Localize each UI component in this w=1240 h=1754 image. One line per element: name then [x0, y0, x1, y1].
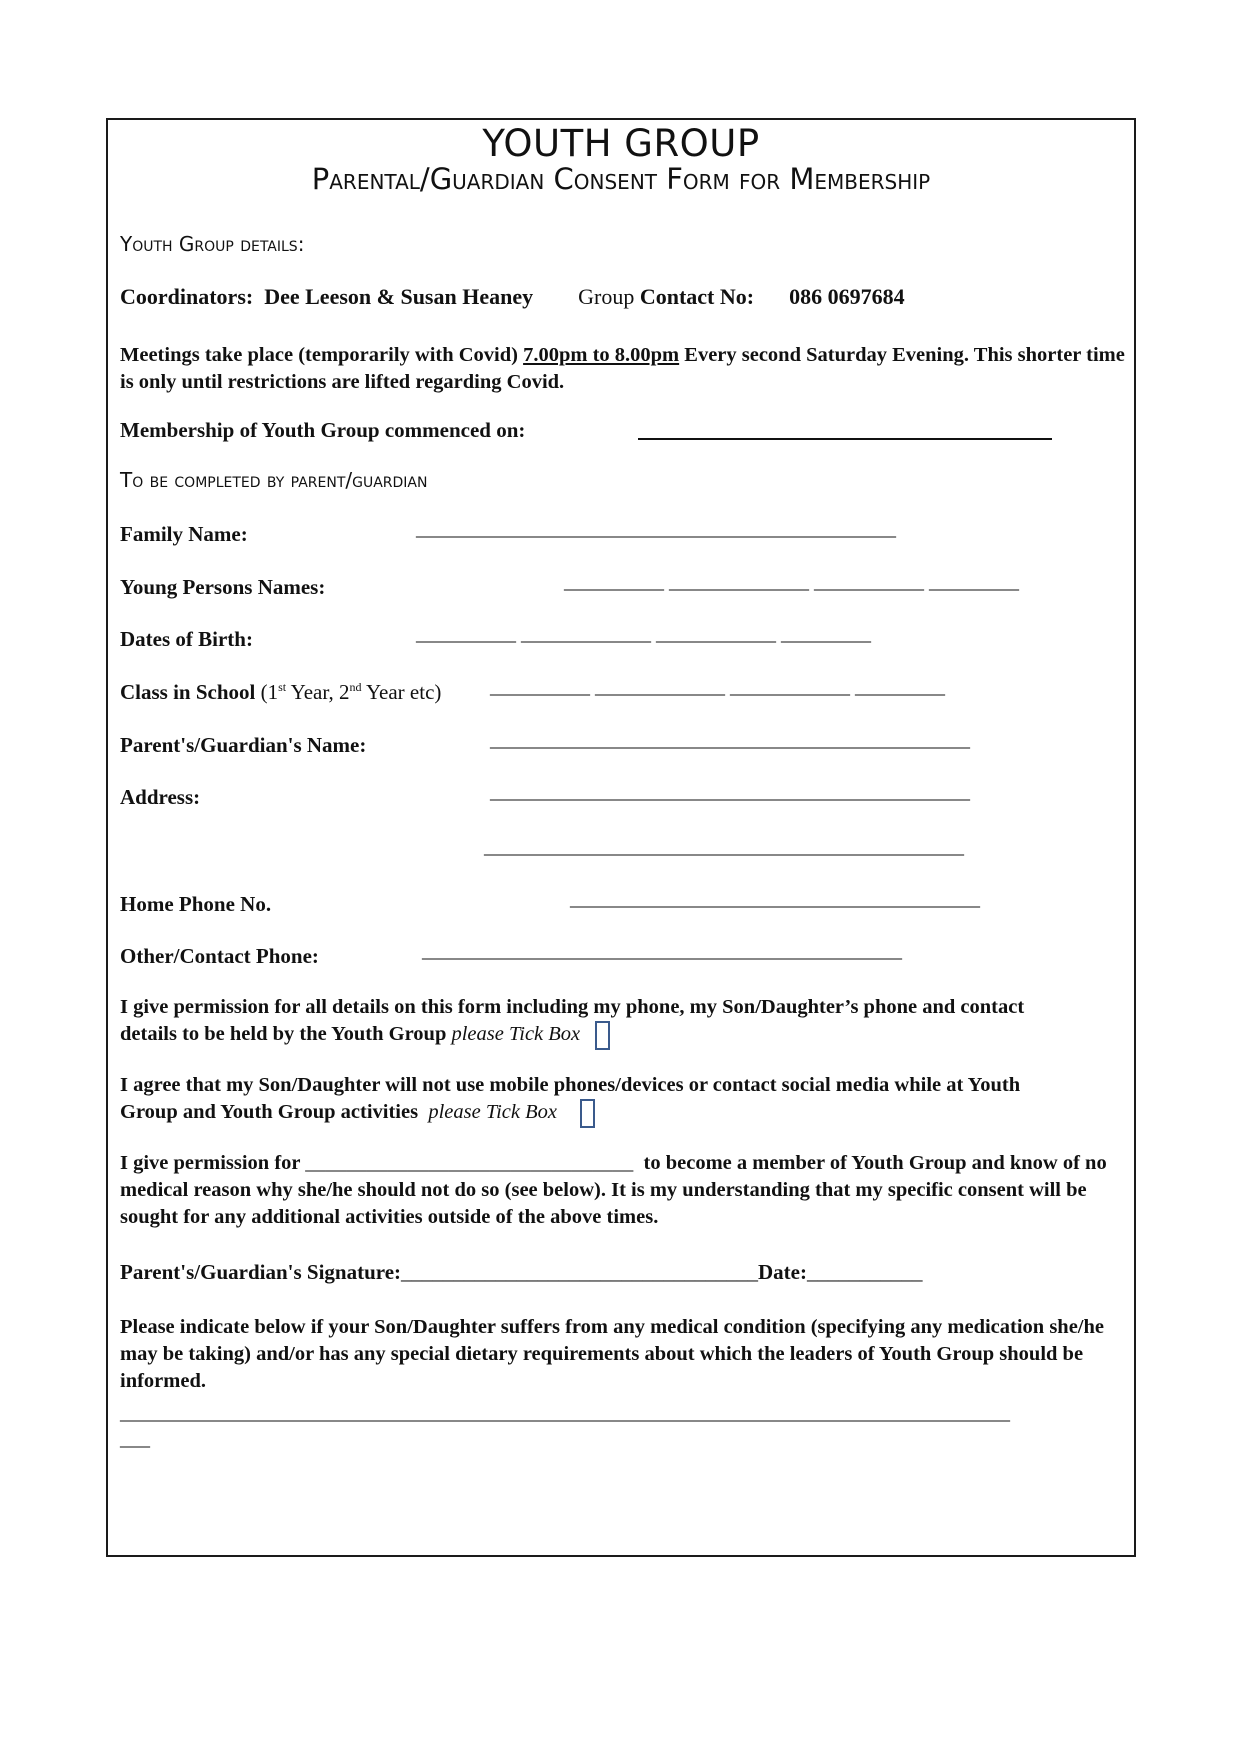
class-fields[interactable]: __________ _____________ ____________ _________	[490, 676, 945, 698]
home-phone-label: Home Phone No.	[120, 892, 272, 916]
dob-fields[interactable]: __________ _____________ ____________ _________	[416, 623, 871, 645]
membership-permission-paragraph	[120, 1150, 1130, 1231]
membership-permission-text-2: to become a member of Youth Group and know of no medical reason why she/he should not do so (see below). It is my understanding that my specific consent will be sought for any additional activities outside of the above times.	[120, 1152, 1107, 1228]
details-permission-paragraph	[120, 994, 1080, 1050]
form-title: YOUTH GROUP	[482, 122, 760, 165]
class-label-line	[120, 680, 441, 705]
home-phone-field[interactable]: _________________________________________	[570, 888, 980, 910]
meetings-text-2: Every second Saturday Evening. This shorter time is only until restrictions are lifted regarding Covid.	[120, 344, 1125, 393]
membership-date-field[interactable]	[638, 438, 1052, 440]
class-label: Class in School	[120, 680, 256, 704]
date-label: Date:	[758, 1260, 807, 1284]
address-field-2[interactable]: ________________________________________________	[484, 836, 964, 858]
family-name-label: Family Name:	[120, 522, 248, 546]
coordinators-label: Coordinators:	[120, 284, 254, 309]
parent-section-heading: To be completed by parent/guardian	[120, 468, 428, 492]
medical-field-1[interactable]: _________________________________________________________________________________________	[120, 1402, 1010, 1424]
coordinators-names: Dee Leeson & Susan Heaney	[264, 284, 534, 309]
phones-agreement-paragraph	[120, 1072, 1080, 1128]
form-border	[106, 118, 1136, 1557]
meetings-paragraph	[120, 342, 1130, 396]
member-name-field[interactable]: ________________________________	[305, 1152, 634, 1174]
other-phone-field[interactable]: ________________________________________________	[422, 940, 902, 962]
details-consent-checkbox[interactable]	[595, 1021, 610, 1050]
contact-label-normal: Group	[578, 284, 635, 309]
contact-label: Contact No:	[639, 284, 755, 309]
medical-paragraph: Please indicate below if your Son/Daughter suffers from any medical condition (specifying any medication she/he may be taking) and/or has any special dietary requirements about which the leaders of Youth Group should be informed.	[120, 1316, 1104, 1392]
parent-name-field[interactable]: ________________________________________________	[490, 729, 970, 751]
membership-commenced-label: Membership of Youth Group commenced on:	[120, 418, 526, 442]
signature-label: Parent's/Guardian's Signature:	[120, 1260, 402, 1284]
details-heading: Youth Group details:	[120, 232, 305, 256]
form-subtitle: Parental/Guardian Consent Form for Membership	[311, 162, 931, 196]
date-field[interactable]: ___________	[807, 1260, 923, 1284]
details-permission-text: I give permission for all details on this form including my phone, my Son/Daughter’s phone and contact details to be held by the Youth Group	[120, 996, 1025, 1046]
family-name-field[interactable]: ________________________________________________	[416, 518, 896, 540]
young-persons-label: Young Persons Names:	[120, 575, 326, 599]
membership-permission-text-1: I give permission for	[120, 1152, 301, 1174]
dob-label: Dates of Birth:	[120, 627, 253, 651]
phones-agreement-text: I agree that my Son/Daughter will not use mobile phones/devices or contact social media while at Youth Group and Youth Group activities	[120, 1074, 1021, 1124]
signature-line	[120, 1260, 923, 1285]
coordinators-line	[120, 284, 905, 310]
address-label: Address:	[120, 785, 201, 809]
medical-field-2[interactable]: ___	[120, 1428, 150, 1450]
meetings-time: 7.00pm to 8.00pm	[523, 344, 680, 366]
young-persons-fields[interactable]: __________ ______________ ___________ _________	[564, 571, 1019, 593]
address-field-1[interactable]: ________________________________________________	[490, 781, 970, 803]
details-tick-hint: please Tick Box	[451, 1023, 581, 1046]
other-phone-label: Other/Contact Phone:	[120, 944, 319, 968]
phones-consent-checkbox[interactable]	[580, 1099, 595, 1128]
parent-name-label: Parent's/Guardian's Name:	[120, 733, 367, 757]
meetings-text-1: Meetings take place (temporarily with Covid)	[120, 344, 518, 366]
contact-number: 086 0697684	[789, 284, 905, 309]
phones-tick-hint: please Tick Box	[428, 1101, 557, 1124]
class-hint: (1st Year, 2nd Year etc)	[260, 680, 442, 704]
signature-field[interactable]: __________________________________	[401, 1260, 759, 1284]
